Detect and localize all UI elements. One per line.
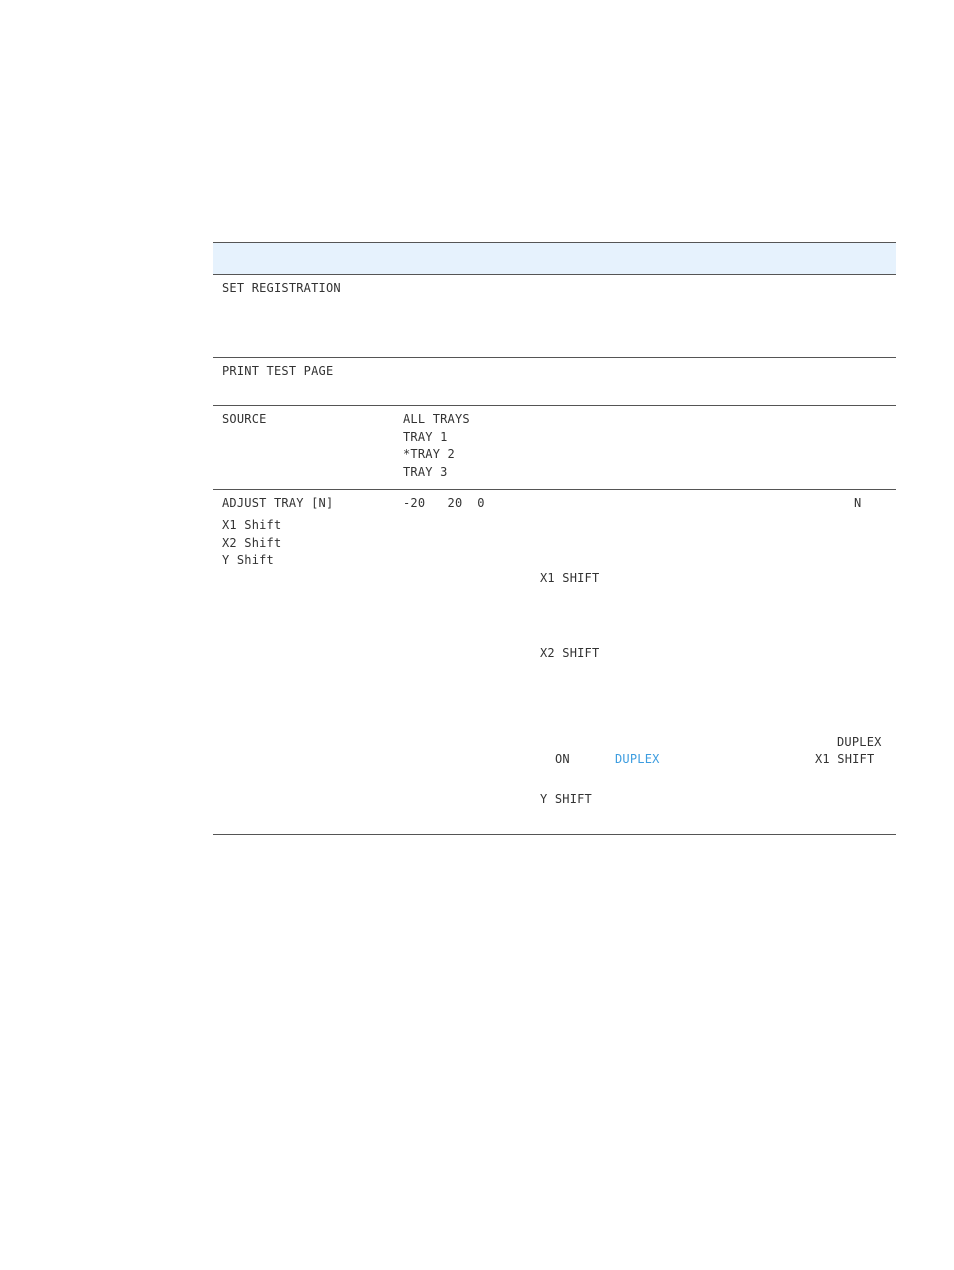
source-option: *TRAY 2 <box>403 447 455 461</box>
source-option: ALL TRAYS <box>403 412 470 426</box>
row-divider <box>213 489 896 490</box>
tray-n-text: N <box>854 496 862 510</box>
row-divider <box>213 405 896 406</box>
adjust-tray-sub-item: X2 Shift <box>222 536 282 550</box>
set-registration-label: SET REGISTRATION <box>222 281 341 295</box>
table-bottom-rule <box>213 834 896 835</box>
duplex-text: DUPLEX <box>837 735 882 749</box>
x2-shift-text: X2 SHIFT <box>540 646 600 660</box>
adjust-tray-sub-item: Y Shift <box>222 553 274 567</box>
row-divider <box>213 357 896 358</box>
source-option: TRAY 3 <box>403 465 448 479</box>
source-option: TRAY 1 <box>403 430 448 444</box>
duplex-link[interactable]: DUPLEX <box>615 752 660 766</box>
on-text: ON <box>555 752 570 766</box>
source-label: SOURCE <box>222 412 267 426</box>
x1-shift-text: X1 SHIFT <box>540 571 600 585</box>
adjust-tray-sub-item: X1 Shift <box>222 518 282 532</box>
table-header-row <box>213 242 896 275</box>
x1-shift-text-right: X1 SHIFT <box>815 752 875 766</box>
print-test-page-label: PRINT TEST PAGE <box>222 364 334 378</box>
adjust-range: -20 20 0 <box>403 496 485 510</box>
adjust-tray-label: ADJUST TRAY [N] <box>222 496 334 510</box>
y-shift-text: Y SHIFT <box>540 792 592 806</box>
registration-table <box>213 242 896 835</box>
